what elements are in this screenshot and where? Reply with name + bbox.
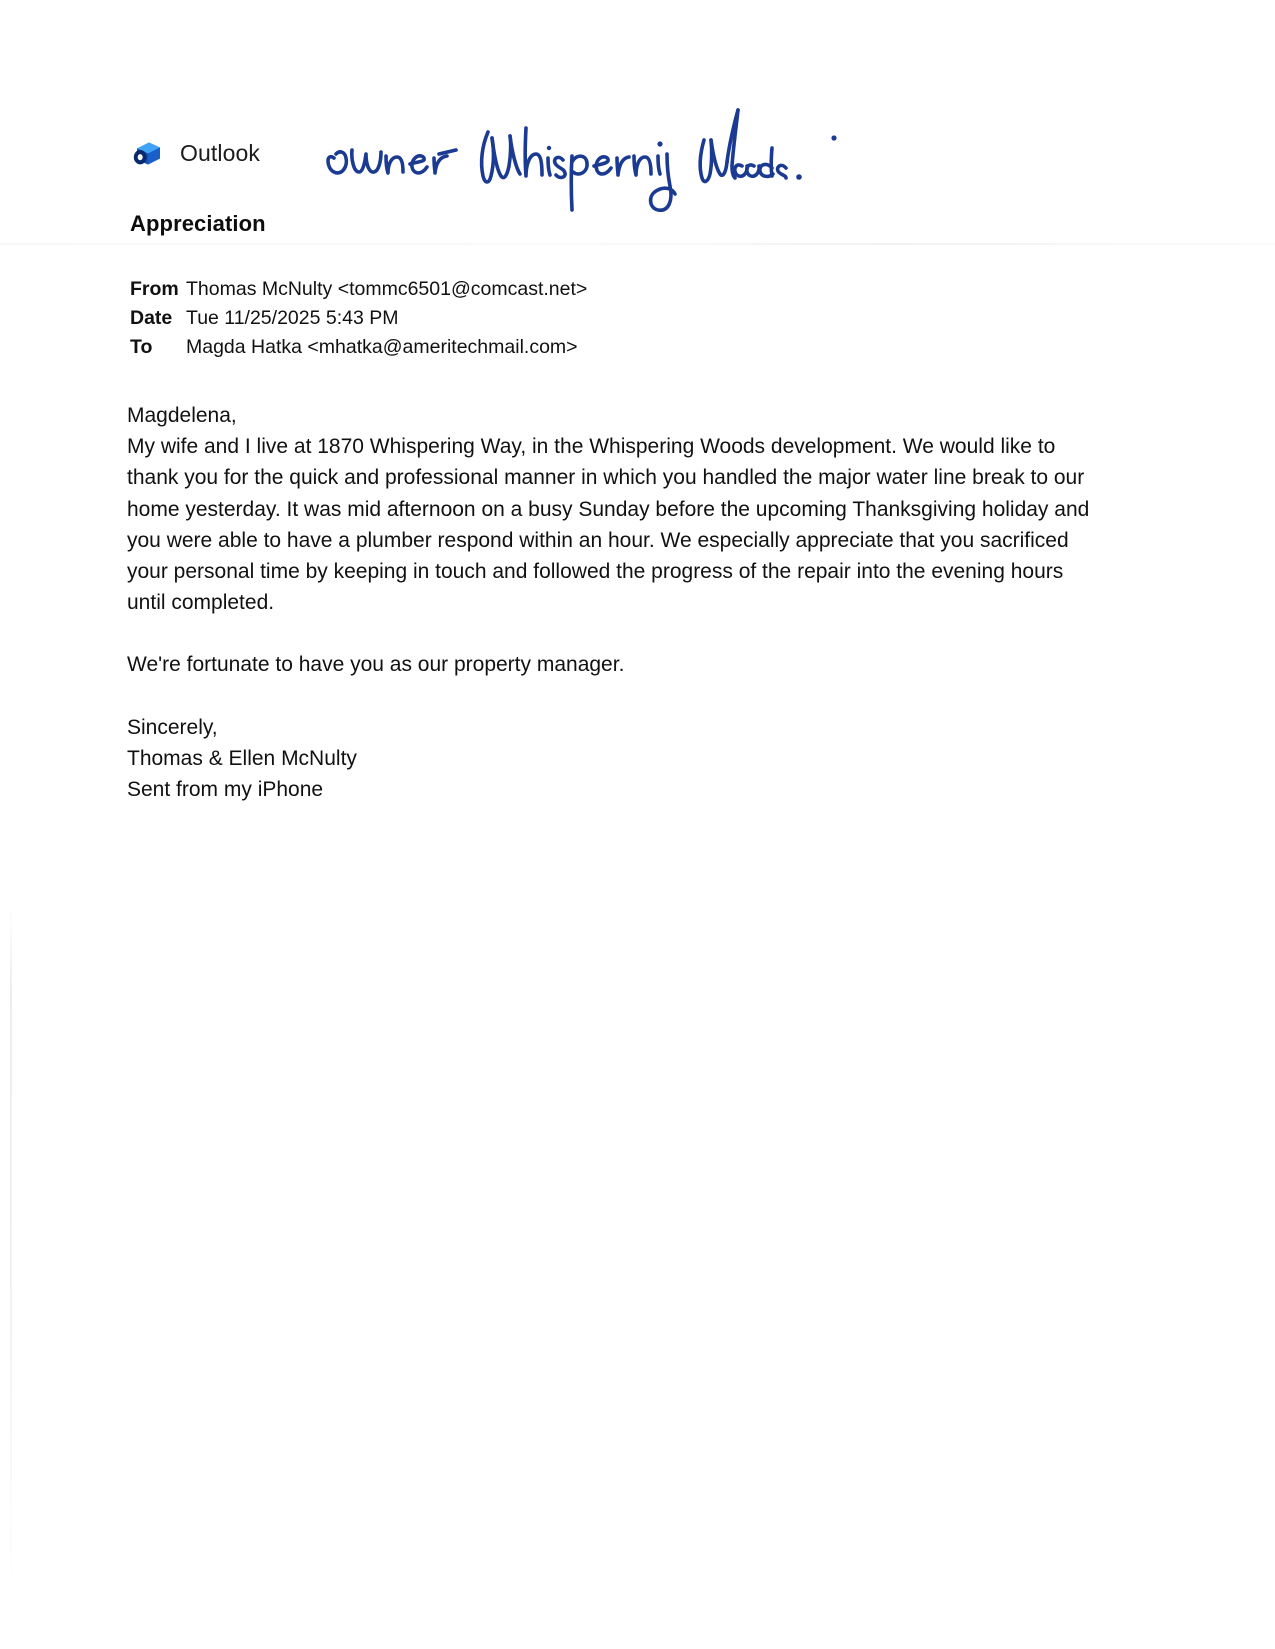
meta-label-from: From — [130, 278, 179, 300]
email-subject: Appreciation — [130, 211, 266, 236]
meta-value-to: Magda Hatka <mhatka@ameritechmail.com> — [186, 336, 578, 358]
body-line-3: home yesterday. It was mid afternoon on a busy Sunday before the upcoming Thanksgiving holiday and — [127, 497, 1090, 521]
meta-row-from — [130, 275, 587, 304]
body-signature: Thomas & Ellen McNulty — [127, 746, 357, 770]
scan-artifact-horizontal — [0, 243, 1275, 245]
email-meta-block — [130, 275, 587, 362]
meta-value-from: Thomas McNulty <tommc6501@comcast.net> — [186, 278, 588, 300]
meta-label-to: To — [130, 336, 153, 358]
meta-row-to — [130, 333, 587, 362]
meta-value-date: Tue 11/25/2025 5:43 PM — [186, 307, 399, 329]
body-line-4: you were able to have a plumber respond within an hour. We especially appreciate that you sacrificed — [127, 528, 1069, 552]
body-line-6: until completed. — [127, 591, 275, 615]
meta-label-date: Date — [130, 307, 173, 329]
body-salutation: Magdelena, — [127, 404, 237, 427]
body-line-5: your personal time by keeping in touch and followed the progress of the repair into the evening hours — [127, 560, 1064, 584]
body-spacer-2 — [127, 681, 1107, 712]
outlook-header — [128, 128, 260, 178]
body-closing: Sincerely, — [127, 715, 218, 739]
body-line-2: thank you for the quick and professional manner in which you handled the major water line break to our — [127, 466, 1085, 490]
handwritten-note — [320, 92, 840, 222]
outlook-brand-label: Outlook — [180, 139, 260, 166]
body-line-1: My wife and I live at 1870 Whispering Way, in the Whispering Woods development. We would like to — [127, 435, 1056, 459]
scan-artifact-vertical — [10, 905, 12, 1605]
body-spacer-1 — [127, 618, 1107, 649]
email-body — [127, 400, 1107, 805]
body-sent-from: Sent from my iPhone — [127, 778, 324, 802]
meta-row-date — [130, 304, 587, 333]
outlook-logo-icon — [128, 136, 162, 170]
body-paragraph-2: We're fortunate to have you as our property manager. — [127, 653, 625, 677]
